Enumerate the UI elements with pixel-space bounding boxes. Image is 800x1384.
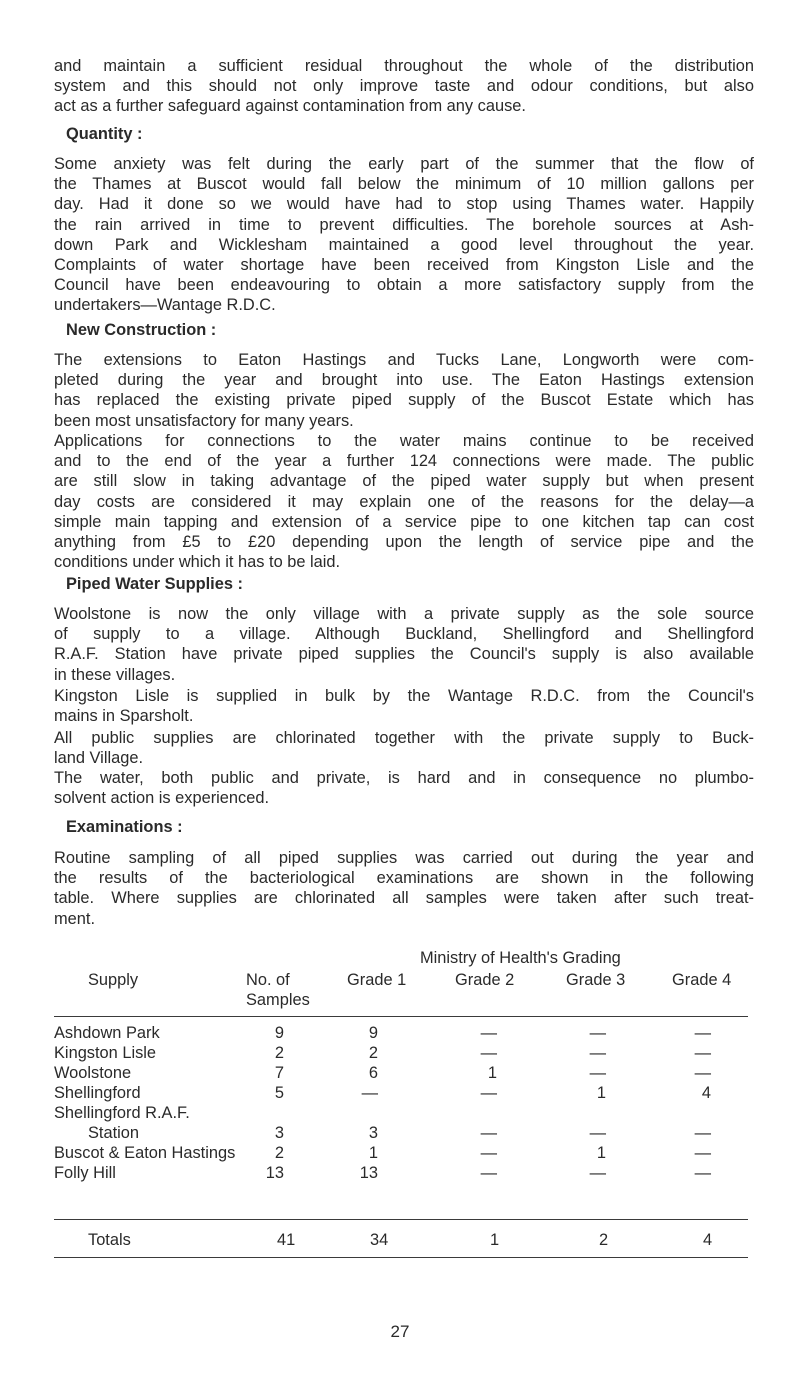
cell-grade-1: — [361, 1084, 378, 1102]
text-line: The extensions to Eaton Hastings and Tucks Lane, Longworth were com- [54, 351, 754, 369]
cell-grade-4: — [694, 1044, 711, 1062]
totals-grade-3: 2 [599, 1231, 609, 1249]
text-line: ment. [54, 909, 95, 928]
text-line: Some anxiety was felt during the early part of the summer that the flow of [54, 155, 754, 173]
text-line: of supply to a village. Although Buckland, Shellingford and Shellingford [54, 625, 754, 644]
text-line: mains in Sparsholt. [54, 707, 194, 726]
text-line: Routine sampling of all piped supplies was carried out during the year and [54, 849, 754, 867]
examinations-heading: Examinations : [66, 818, 183, 836]
text-line: Woolstone is now the only village with a private supply as the sole source [54, 605, 754, 623]
cell-samples: 13 [265, 1164, 284, 1182]
text-line: day costs are considered it may explain one of the reasons for the delay—a [54, 492, 754, 511]
intro-paragraph [54, 56, 754, 117]
cell-grade-1: 6 [368, 1064, 378, 1082]
examinations-paragraph [54, 848, 754, 929]
cell-grade-2: — [480, 1084, 497, 1102]
cell-supply: Buscot & Eaton Hastings [54, 1144, 236, 1162]
totals-grade-4: 4 [703, 1231, 713, 1249]
text-line: are still slow in taking advantage of the piped water supply but when present [54, 472, 754, 491]
text-line: Kingston Lisle is supplied in bulk by the Wantage R.D.C. from the Council's [54, 687, 754, 705]
text-line: anything from £5 to £20 depending upon the length of service pipe and the [54, 533, 754, 552]
cell-supply: Station [88, 1124, 140, 1142]
text-line: land Village. [54, 749, 144, 768]
cell-grade-2: — [480, 1024, 497, 1042]
cell-grade-2: 1 [487, 1064, 497, 1082]
new-construction-heading: New Construction : [66, 321, 217, 339]
text-line: The water, both public and private, is hard and in consequence no plumbo- [54, 769, 754, 787]
text-line: the rain arrived in time to prevent difficulties. The borehole sources at Ash- [54, 215, 754, 234]
text-line: and to the end of the year a further 124 connections were made. The public [54, 452, 754, 471]
text-line: pleted during the year and brought into use. The Eaton Hastings extension [54, 371, 754, 390]
text-line: down Park and Wicklesham maintained a good level throughout the year. [54, 235, 754, 254]
cell-grade-2: — [480, 1164, 497, 1182]
text-line: solvent action is experienced. [54, 789, 270, 808]
table-bottom-rule [54, 1257, 748, 1258]
cell-supply: Kingston Lisle [54, 1044, 157, 1062]
piped-water-paragraph-3 [54, 728, 754, 768]
totals-samples: 41 [277, 1231, 296, 1249]
totals-grade-2: 1 [490, 1231, 500, 1249]
text-line: R.A.F. Station have private piped supplies the Council's supply is also available [54, 645, 754, 664]
cell-grade-4: — [694, 1144, 711, 1162]
column-header-samples: No. of Samples [246, 971, 310, 1009]
text-line: and maintain a sufficient residual throughout the whole of the distribution [54, 57, 754, 75]
text-line: conditions under which it has to be laid. [54, 553, 341, 572]
page-number: 27 [390, 1322, 410, 1341]
cell-samples: 5 [274, 1084, 284, 1102]
text-line: All public supplies are chlorinated together with the private supply to Buck- [54, 729, 754, 747]
text-line: has replaced the existing private piped supply of the Buscot Estate which has [54, 391, 754, 410]
text-line: table. Where supplies are chlorinated all samples were taken after such treat- [54, 889, 754, 908]
piped-water-paragraph-4 [54, 768, 754, 808]
cell-supply: Woolstone [54, 1064, 132, 1082]
totals-label: Totals [88, 1231, 131, 1249]
cell-grade-3: — [589, 1124, 606, 1142]
quantity-paragraph [54, 154, 754, 316]
cell-grade-1: 2 [368, 1044, 378, 1062]
new-construction-paragraph-2 [54, 431, 754, 572]
text-line: been most unsatisfactory for many years. [54, 411, 354, 430]
cell-grade-3: — [589, 1164, 606, 1182]
quantity-heading: Quantity : [66, 125, 143, 143]
text-line: act as a further safeguard against contamination from any cause. [54, 97, 526, 116]
cell-grade-3: — [589, 1024, 606, 1042]
cell-samples: 9 [274, 1024, 284, 1042]
cell-grade-4: 4 [701, 1084, 711, 1102]
totals-grade-1: 34 [370, 1231, 389, 1249]
cell-supply: Shellingford [54, 1084, 141, 1102]
text-line: the Thames at Buscot would fall below the minimum of 10 million gallons per [54, 175, 754, 194]
cell-grade-3: — [589, 1064, 606, 1082]
cell-grade-4: — [694, 1124, 711, 1142]
text-line: in these villages. [54, 665, 176, 684]
text-line: system and this should not only improve taste and odour conditions, but also [54, 77, 754, 96]
piped-water-paragraph-1 [54, 604, 754, 685]
text-line: day. Had it done so we would have had to stop using Thames water. Happily [54, 195, 754, 214]
cell-supply: Folly Hill [54, 1164, 116, 1182]
table-group-header: Ministry of Health's Grading [420, 949, 621, 967]
cell-grade-1: 13 [359, 1164, 378, 1182]
piped-water-heading: Piped Water Supplies : [66, 575, 243, 593]
piped-water-paragraph-2 [54, 686, 754, 726]
column-header-grade-1: Grade 1 [347, 971, 407, 989]
cell-grade-3: 1 [596, 1144, 606, 1162]
cell-grade-4: — [694, 1164, 711, 1182]
cell-grade-2: — [480, 1044, 497, 1062]
table-totals-rule [54, 1219, 748, 1220]
cell-supply: Ashdown Park [54, 1024, 160, 1042]
text-line: Applications for connections to the water mains continue to be received [54, 432, 754, 450]
text-line: Council have been endeavouring to obtain a more satisfactory supply from the [54, 276, 754, 295]
column-header-grade-2: Grade 2 [455, 971, 515, 989]
text-line: the results of the bacteriological examinations are shown in the following [54, 869, 754, 888]
cell-samples: 3 [274, 1124, 284, 1142]
new-construction-paragraph-1 [54, 350, 754, 431]
text-line: undertakers—Wantage R.D.C. [54, 296, 276, 315]
cell-grade-3: 1 [596, 1084, 606, 1102]
cell-grade-4: — [694, 1064, 711, 1082]
cell-grade-1: 3 [368, 1124, 378, 1142]
text-line: Complaints of water shortage have been received from Kingston Lisle and the [54, 256, 754, 275]
column-header-grade-4: Grade 4 [672, 971, 732, 989]
cell-grade-2: — [480, 1124, 497, 1142]
cell-grade-1: 1 [368, 1144, 378, 1162]
column-header-grade-3: Grade 3 [566, 971, 626, 989]
cell-samples: 2 [274, 1144, 284, 1162]
text-line: simple main tapping and extension of a service pipe to one kitchen tap can cost [54, 512, 754, 531]
column-header-supply: Supply [88, 971, 139, 989]
cell-supply: Shellingford R.A.F. [54, 1104, 190, 1122]
cell-samples: 7 [274, 1064, 284, 1082]
cell-grade-4: — [694, 1024, 711, 1042]
cell-grade-1: 9 [368, 1024, 378, 1042]
table-header-rule [54, 1016, 748, 1017]
cell-grade-3: — [589, 1044, 606, 1062]
cell-grade-2: — [480, 1144, 497, 1162]
cell-samples: 2 [274, 1044, 284, 1062]
